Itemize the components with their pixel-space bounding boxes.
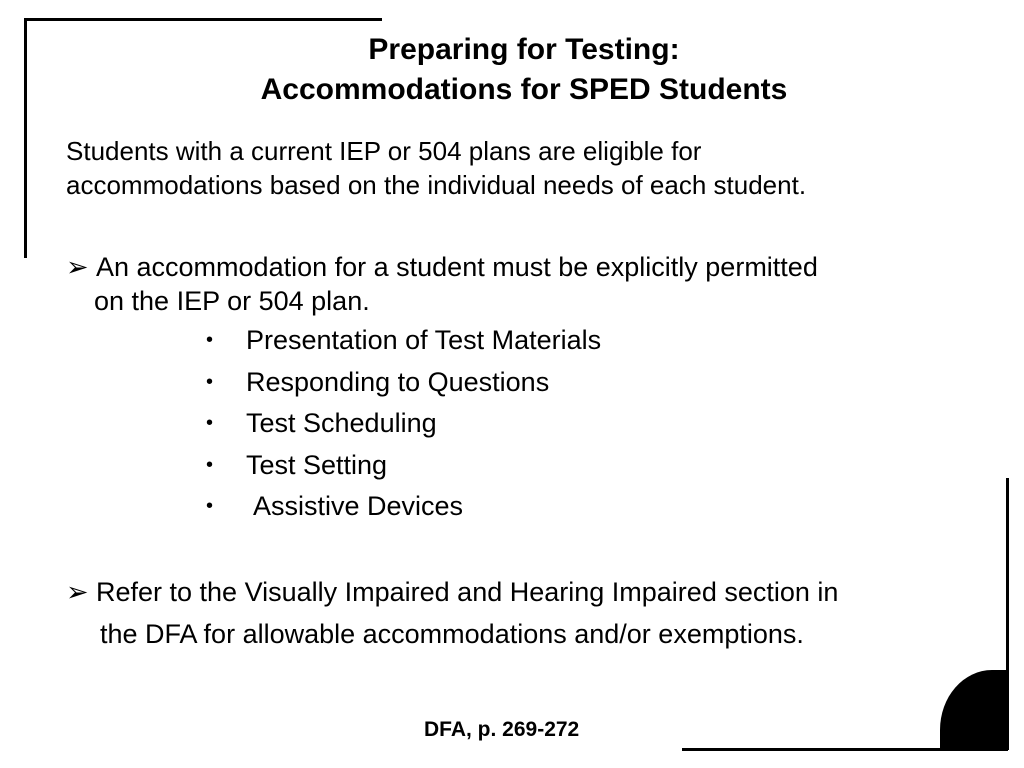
- bullet-icon: •: [206, 495, 214, 517]
- category-label: Responding to Questions: [246, 366, 550, 397]
- frame-corner-bottom-right-vertical: [1006, 478, 1009, 750]
- point-refer-to-section: [66, 571, 986, 655]
- list-item: [206, 320, 601, 362]
- list-item: [206, 362, 601, 404]
- category-label: Assistive Devices: [253, 491, 464, 521]
- footer-reference: DFA, p. 269-272: [424, 718, 580, 741]
- point-1-line-1: An accommodation for a student must be explicitly permitted: [96, 252, 818, 282]
- list-item: [206, 445, 601, 487]
- frame-corner-top-left-horizontal: [24, 18, 382, 21]
- category-label: Presentation of Test Materials: [246, 325, 602, 355]
- bullet-icon: •: [206, 412, 214, 434]
- bullet-icon: •: [206, 453, 214, 476]
- arrow-bullet-icon: ➢: [66, 252, 89, 282]
- slide-title-line-1: Preparing for Testing:: [368, 33, 680, 66]
- bullet-icon: •: [206, 370, 214, 393]
- list-item: [206, 486, 601, 528]
- category-label: Test Scheduling: [246, 408, 437, 438]
- arrow-bullet-icon: ➢: [66, 577, 89, 607]
- bullet-icon: •: [206, 329, 214, 351]
- intro-line-1: Students with a current IEP or 504 plans are eligible for: [66, 136, 702, 166]
- point-explicit-permission: [66, 250, 986, 318]
- slide-title: [0, 30, 1024, 110]
- frame-corner-decoration: [940, 670, 1006, 748]
- category-label: Test Setting: [246, 449, 388, 480]
- frame-corner-bottom-right-horizontal: [682, 748, 1008, 751]
- point-2-line-2: the DFA for allowable accommodations and/or exemptions.: [100, 619, 804, 649]
- intro-paragraph: [66, 134, 986, 202]
- point-1-line-2: on the IEP or 504 plan.: [94, 286, 370, 316]
- accommodation-categories-list: [206, 320, 601, 528]
- point-2-line-1: Refer to the Visually Impaired and Hearing Impaired section in: [96, 577, 839, 607]
- list-item: [206, 403, 601, 445]
- slide-title-line-2: Accommodations for SPED Students: [260, 73, 788, 106]
- intro-line-2: accommodations based on the individual needs of each student.: [66, 170, 807, 200]
